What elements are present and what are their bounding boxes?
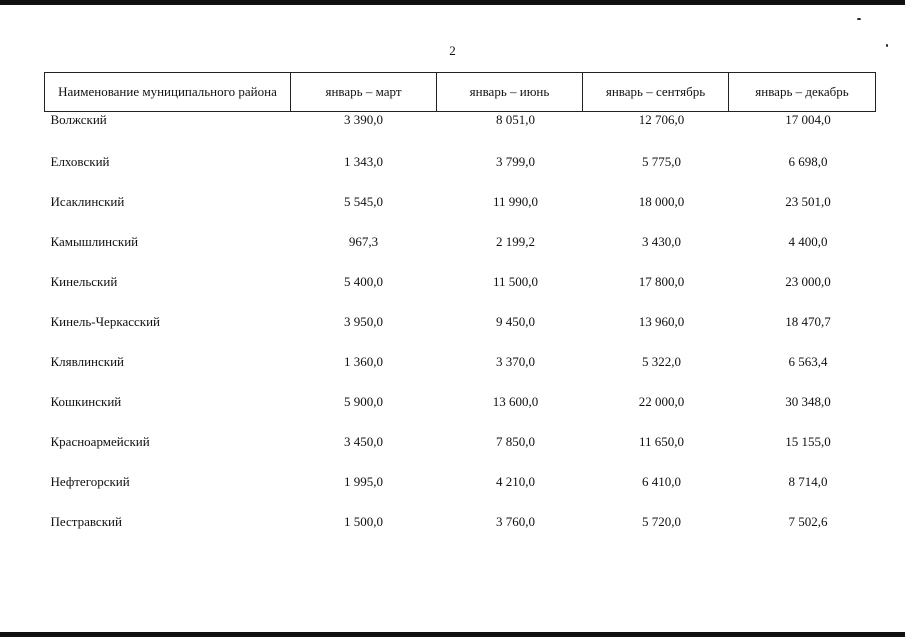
- value: 8 714,0: [788, 474, 828, 489]
- value-cell: [291, 512, 437, 552]
- district-name-cell: [45, 312, 291, 352]
- value-cell: [729, 232, 876, 272]
- value-cell: [729, 272, 876, 312]
- value: 4 210,0: [496, 474, 535, 489]
- district-name: Камышлинский: [50, 234, 139, 249]
- value: 1 500,0: [344, 514, 383, 529]
- district-name-cell: [45, 272, 291, 312]
- value: 11 990,0: [492, 194, 539, 209]
- value-cell: [437, 112, 583, 153]
- value: 11 500,0: [492, 274, 539, 289]
- value: 9 450,0: [496, 314, 535, 329]
- value: 3 430,0: [642, 234, 681, 249]
- district-name: Кошкинский: [50, 394, 122, 409]
- value: 23 501,0: [785, 194, 831, 209]
- table-row: [45, 232, 876, 272]
- value-cell: [729, 392, 876, 432]
- district-name-cell: [45, 352, 291, 392]
- table-body: [45, 112, 876, 553]
- value-cell: [583, 272, 729, 312]
- value: 6 563,4: [788, 354, 828, 369]
- value: 23 000,0: [785, 274, 831, 289]
- value-cell: [729, 432, 876, 472]
- value-cell: [729, 192, 876, 232]
- value-cell: [437, 232, 583, 272]
- district-name-cell: [45, 392, 291, 432]
- value: 4 400,0: [788, 234, 828, 249]
- table-header-row: [45, 73, 876, 112]
- district-name-cell: [45, 432, 291, 472]
- value: 5 720,0: [642, 514, 681, 529]
- column-header-9m: январь – сентябрь: [583, 73, 729, 112]
- value: 17 800,0: [638, 274, 685, 289]
- value-cell: [437, 312, 583, 352]
- table-row: [45, 192, 876, 232]
- column-header-district: Наименование муниципального района: [45, 73, 291, 112]
- district-name: Клявлинский: [50, 354, 125, 369]
- value-cell: [437, 352, 583, 392]
- value: 13 960,0: [638, 314, 685, 329]
- value-cell: [729, 472, 876, 512]
- value-cell: [291, 192, 437, 232]
- value-cell: [583, 512, 729, 552]
- column-header-year: январь – декабрь: [729, 73, 876, 112]
- value-cell: [583, 112, 729, 153]
- value: 7 850,0: [496, 434, 535, 449]
- value: 13 600,0: [492, 394, 539, 409]
- value: 12 706,0: [638, 112, 685, 127]
- value: 7 502,6: [788, 514, 828, 529]
- value-cell: [583, 312, 729, 352]
- value: 8 051,0: [496, 112, 535, 127]
- value: 3 799,0: [496, 154, 535, 169]
- value-cell: [729, 512, 876, 552]
- value: 17 004,0: [785, 112, 831, 127]
- district-name: Волжский: [50, 112, 107, 127]
- value-cell: [291, 392, 437, 432]
- column-header-h1: январь – июнь: [437, 73, 583, 112]
- value: 1 343,0: [344, 154, 383, 169]
- value-cell: [291, 472, 437, 512]
- value: 11 650,0: [638, 434, 685, 449]
- value: 3 950,0: [344, 314, 383, 329]
- scan-speck: [857, 18, 861, 20]
- value-cell: [729, 352, 876, 392]
- district-name-cell: [45, 472, 291, 512]
- value-cell: [583, 352, 729, 392]
- value: 1 360,0: [344, 354, 383, 369]
- value-cell: [583, 472, 729, 512]
- table-row: [45, 472, 876, 512]
- value-cell: [583, 152, 729, 192]
- value-cell: [437, 432, 583, 472]
- district-name: Исаклинский: [50, 194, 125, 209]
- value: 18 470,7: [785, 314, 831, 329]
- value-cell: [291, 352, 437, 392]
- value: 967,3: [348, 234, 379, 249]
- district-name: Красноармейский: [50, 434, 150, 449]
- value-cell: [583, 392, 729, 432]
- value-cell: [437, 192, 583, 232]
- district-name-cell: [45, 112, 291, 153]
- value-cell: [437, 272, 583, 312]
- data-table: [44, 72, 876, 552]
- value: 3 760,0: [496, 514, 535, 529]
- value-cell: [583, 232, 729, 272]
- column-header-q1: январь – март: [291, 73, 437, 112]
- table-row: [45, 272, 876, 312]
- district-name-cell: [45, 192, 291, 232]
- value-cell: [291, 152, 437, 192]
- value: 5 900,0: [344, 394, 383, 409]
- value-cell: [437, 152, 583, 192]
- district-name: Кинель-Черкасский: [50, 314, 160, 329]
- value-cell: [437, 472, 583, 512]
- value: 22 000,0: [638, 394, 685, 409]
- value-cell: [729, 112, 876, 153]
- district-name: Нефтегорский: [50, 474, 130, 489]
- value-cell: [729, 312, 876, 352]
- scan-border-top: [0, 0, 905, 5]
- value-cell: [291, 112, 437, 153]
- scan-border-bottom: [0, 632, 905, 637]
- value-cell: [291, 232, 437, 272]
- value: 5 545,0: [344, 194, 383, 209]
- value: 2 199,2: [496, 234, 535, 249]
- table-row: [45, 512, 876, 552]
- value: 15 155,0: [785, 434, 831, 449]
- value: 1 995,0: [344, 474, 383, 489]
- value: 3 370,0: [496, 354, 535, 369]
- value-cell: [291, 272, 437, 312]
- district-name: Елховский: [50, 154, 110, 169]
- table-row: [45, 392, 876, 432]
- value: 18 000,0: [638, 194, 685, 209]
- value: 3 450,0: [344, 434, 383, 449]
- value: 5 322,0: [642, 354, 681, 369]
- value-cell: [291, 312, 437, 352]
- district-name-cell: [45, 152, 291, 192]
- table-row: [45, 112, 876, 153]
- district-name: Кинельский: [50, 274, 118, 289]
- value-cell: [729, 152, 876, 192]
- table-row: [45, 312, 876, 352]
- district-name-cell: [45, 512, 291, 552]
- value: 30 348,0: [785, 394, 831, 409]
- value: 6 698,0: [788, 154, 828, 169]
- table-row: [45, 352, 876, 392]
- table-row: [45, 432, 876, 472]
- value-cell: [583, 432, 729, 472]
- value-cell: [437, 392, 583, 432]
- value: 5 775,0: [642, 154, 681, 169]
- value-cell: [583, 192, 729, 232]
- value-cell: [437, 512, 583, 552]
- district-name-cell: [45, 232, 291, 272]
- value: 5 400,0: [344, 274, 383, 289]
- value-cell: [291, 432, 437, 472]
- district-name: Пестравский: [50, 514, 122, 529]
- value: 3 390,0: [344, 112, 383, 127]
- page-number: 2: [449, 43, 456, 58]
- table-row: [45, 152, 876, 192]
- value: 6 410,0: [642, 474, 681, 489]
